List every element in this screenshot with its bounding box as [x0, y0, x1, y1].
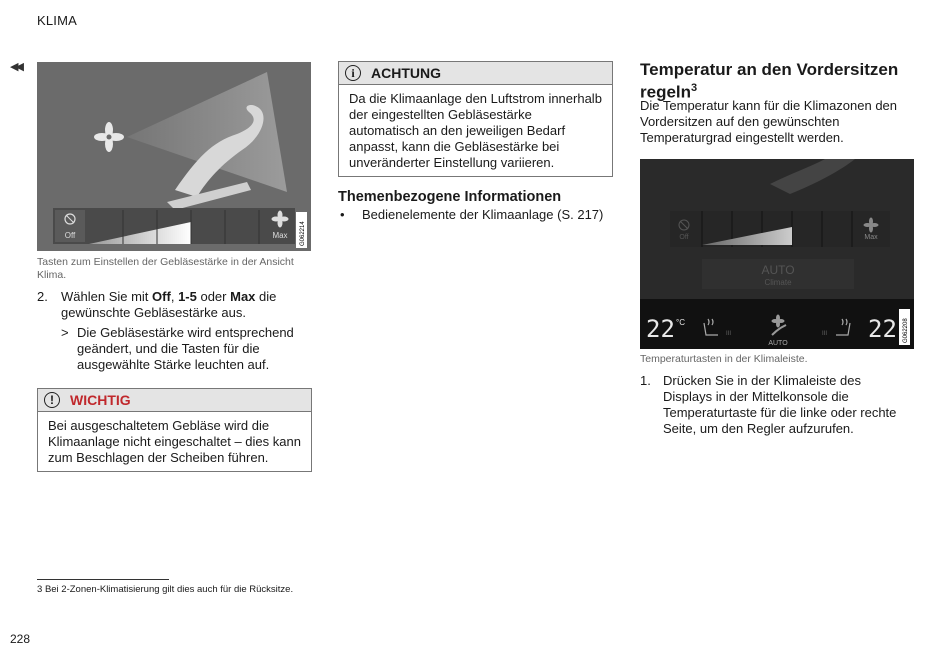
temp-right: 22	[868, 315, 897, 343]
double-chevron-left-icon[interactable]: ◀◀	[10, 61, 21, 73]
off-label: Off	[64, 231, 76, 240]
max-label-2: Max	[864, 234, 878, 241]
section-intro: Die Temperatur kann für die Klimazonen den Vordersitzen auf den gewünschten Temperaturgrad eingestellt werden.	[640, 98, 898, 145]
achtung-text: Da die Klimaanlage den Luftstrom innerhalb der eingestellten Gebläsestärke automatisch an den jeweiligen Bedarf anpasst, kann die Gebläsestärke bei unveränderter Einstellung variieren.	[349, 91, 602, 170]
temp-left: 22	[646, 315, 675, 343]
section-title: Temperatur an den Vordersitzen regeln$^3$	[640, 60, 899, 102]
svg-text:III: III	[822, 331, 828, 337]
step1-text: Drücken Sie in der Klimaleiste des Displays in der Mittelkonsole die Temperaturtaste für die linke oder rechte Seite, um den Regler aufzurufen.	[663, 373, 897, 436]
step-result: Die Gebläsestärke wird entsprechend geändert, und die Tasten für die ausgewählte Stärke leuchten auf.	[77, 325, 294, 372]
temperature-figure	[640, 159, 914, 349]
section-header: KLIMA	[37, 13, 78, 28]
fan-speed-figure	[37, 62, 311, 251]
figure-caption: Tasten zum Einstellen der Gebläsestärke in der Ansicht Klima.	[37, 256, 294, 281]
achtung-box	[338, 61, 613, 177]
climate-label: Climate	[764, 278, 792, 287]
figure2-caption: Temperaturtasten in der Klimaleiste.	[640, 353, 808, 365]
wichtig-text: Bei ausgeschaltetem Gebläse wird die Klimaanlage nicht eingeschaltet – dies kann zum Beschlagen der Scheiben führen.	[48, 418, 301, 465]
wichtig-box	[37, 388, 312, 472]
bullet: •	[340, 207, 345, 222]
result-marker: >	[61, 325, 69, 340]
figure2-code: G062208	[903, 318, 909, 343]
off-label-2: Off	[679, 234, 689, 241]
svg-text:III: III	[726, 331, 732, 337]
footnote: 3 Bei 2-Zonen-Klimatisierung gilt dies auch für die Rücksitze.	[37, 584, 294, 595]
step-text: Wählen Sie mit Off, 1-5 oder Max die gewünschte Gebläsestärke aus.	[61, 289, 277, 320]
footnote-divider	[37, 579, 169, 580]
info-icon: i	[345, 65, 361, 81]
figure-code: G062214	[300, 221, 306, 246]
temp-left-unit: °C	[676, 318, 685, 327]
achtung-header	[339, 62, 612, 85]
footnote-ref: 3	[691, 82, 698, 94]
wichtig-header	[38, 389, 311, 412]
exclamation-icon: !	[44, 392, 60, 408]
achtung-title: ACHTUNG	[371, 65, 441, 81]
step1-number: 1.	[640, 373, 651, 388]
wichtig-title: WICHTIG	[70, 392, 131, 408]
page-number: 228	[10, 632, 31, 646]
auto-small: AUTO	[768, 340, 788, 347]
auto-button: AUTO	[761, 263, 795, 277]
max-label: Max	[272, 231, 288, 240]
related-link[interactable]: Bedienelemente der Klimaanlage (S. 217)	[362, 207, 604, 222]
step-number: 2.	[37, 289, 48, 304]
related-title: Themenbezogene Informationen	[338, 189, 562, 205]
